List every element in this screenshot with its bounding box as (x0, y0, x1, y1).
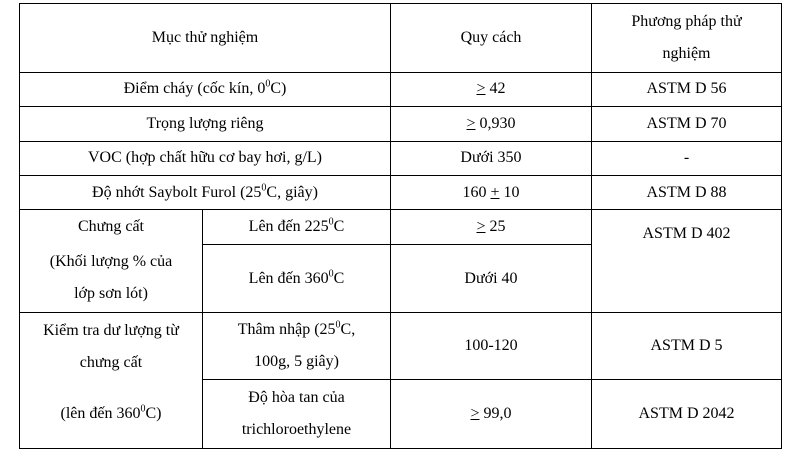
row-group-label: (Khối lượng % của lớp sơn lót) (20, 244, 203, 313)
table-row (20, 107, 782, 141)
row-group-label: Chưng cất (20, 210, 203, 244)
row-label: VOC (hợp chất hữu cơ bay hơi, g/L) (20, 141, 391, 175)
row-sub-label: Thâm nhập ($25^0C$, 100g, 5 giây) (203, 313, 391, 380)
row-label: Độ nhớt Saybolt Furol ($25^0C$, giây) (20, 175, 391, 209)
row-group-label: Kiểm tra dư lượng từ chưng cất (20, 313, 203, 380)
table-row (20, 141, 782, 175)
header-spec: Quy cách (391, 4, 592, 73)
row-spec: Dưới 350 (391, 141, 592, 175)
row-spec: > 25 (391, 210, 592, 244)
row-spec: Dưới 40 (391, 244, 592, 313)
row-sub-label: Lên đến $225^0C$ (203, 210, 391, 244)
header-test-item: Mục thử nghiệm (20, 4, 391, 73)
row-method: ASTM D 2042 (592, 380, 782, 449)
row-spec: > 99,0 (391, 380, 592, 449)
row-spec: > 0,930 (391, 107, 592, 141)
row-sub-label: Độ hòa tan của trichloroethylene (203, 380, 391, 449)
table-header-row (20, 4, 782, 73)
row-spec: 100-120 (391, 313, 592, 380)
row-label: Điểm cháy (cốc kín, $0^0C$) (20, 72, 391, 106)
table-row (20, 72, 782, 106)
header-method: Phương pháp thử nghiệm (592, 4, 782, 73)
row-method: ASTM D 5 (592, 313, 782, 380)
row-method: ASTM D 70 (592, 107, 782, 141)
row-method: ASTM D 402 (592, 210, 782, 313)
row-sub-label: Lên đến $360^0C$ (203, 244, 391, 313)
row-group-label: (lên đến $360^0C$) (20, 380, 203, 449)
row-method: - (592, 141, 782, 175)
row-label: Trọng lượng riêng (20, 107, 391, 141)
row-method: ASTM D 88 (592, 175, 782, 209)
row-method: ASTM D 56 (592, 72, 782, 106)
table-row (20, 380, 782, 449)
row-spec: 160 + 10 (391, 175, 592, 209)
specification-table (19, 3, 782, 449)
table-row (20, 313, 782, 380)
row-spec: > 42 (391, 72, 592, 106)
table-row (20, 175, 782, 209)
table-row (20, 210, 782, 244)
